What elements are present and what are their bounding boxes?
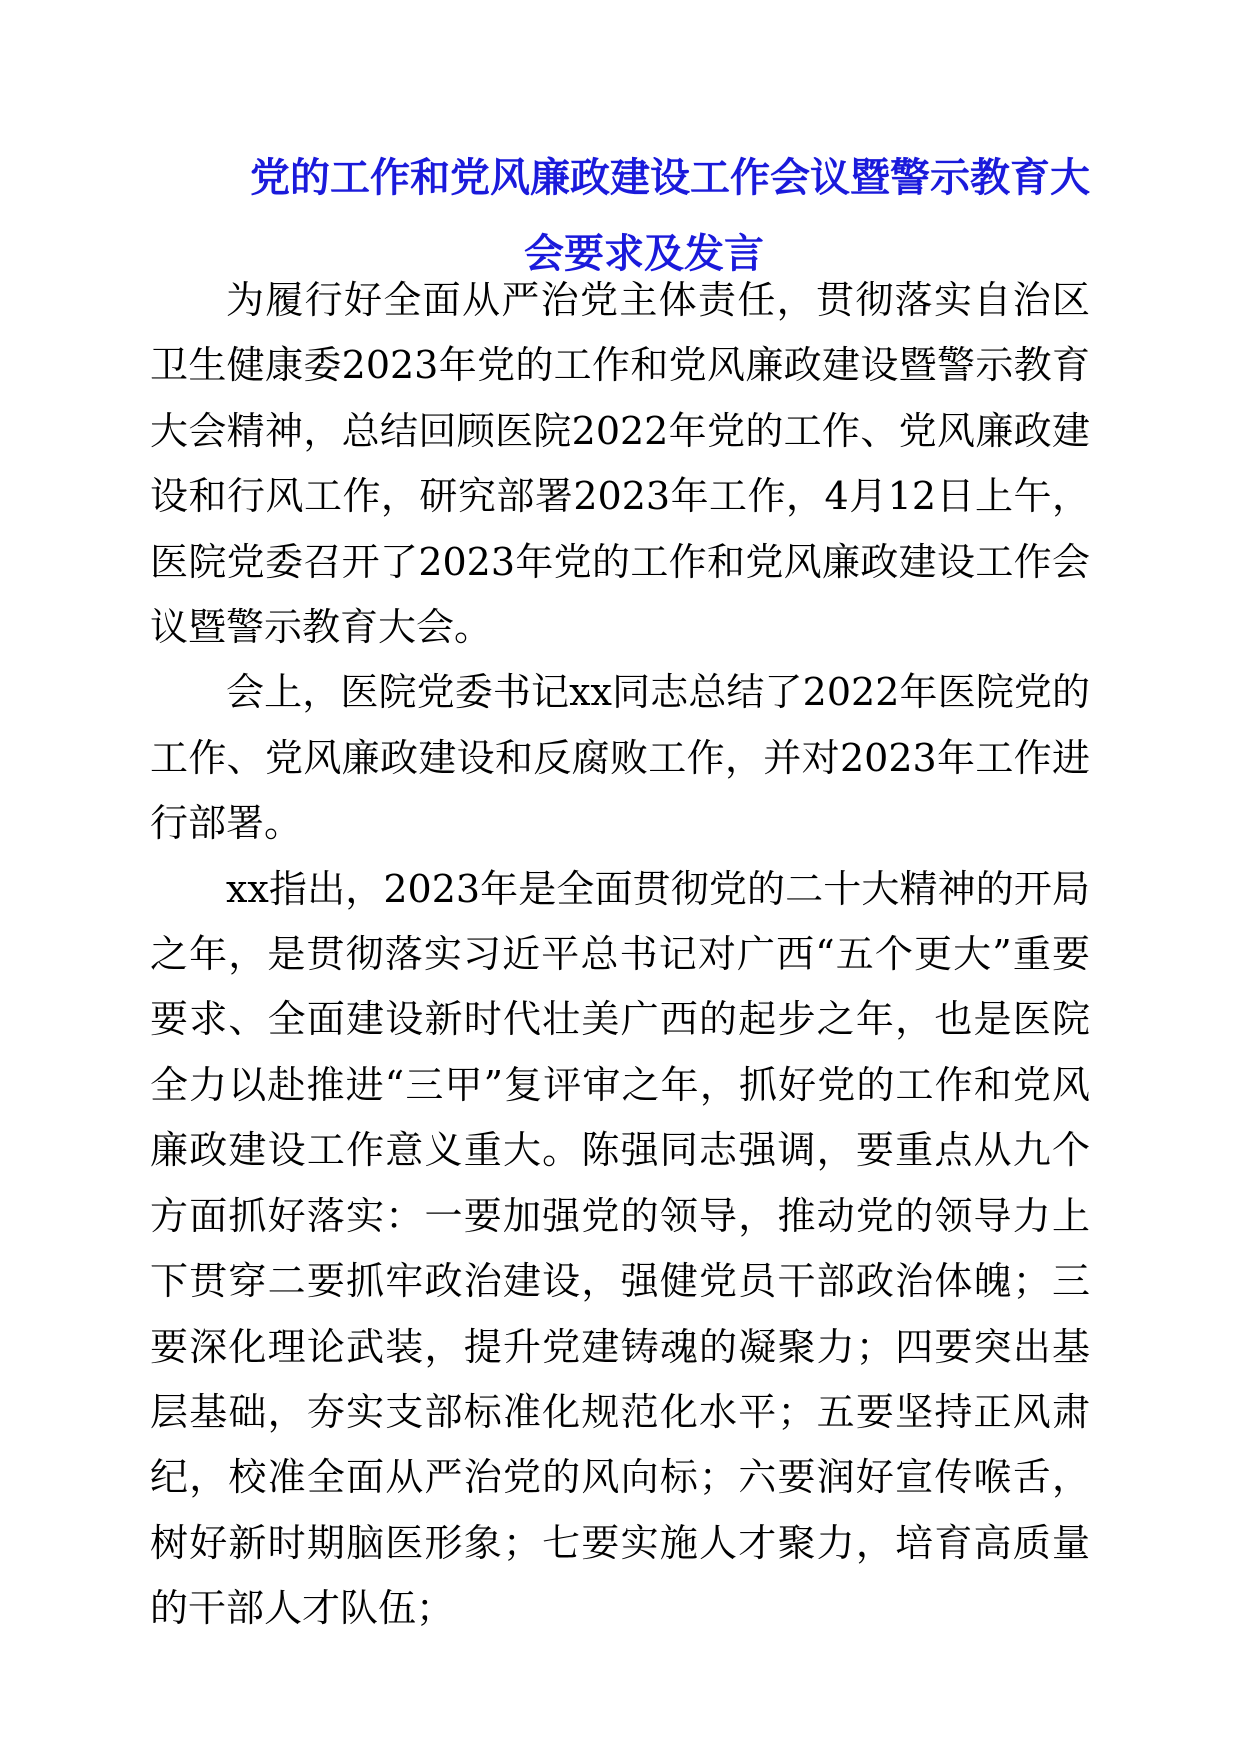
- paragraph: xx指出，2023年是全面贯彻党的二十大精神的开局之年，是贯彻落实习近平总书记对广西“五个更大”重要要求、全面建设新时代壮美广西的起步之年，也是医院全力以赴推进“三甲”复评审之年，抓好党的工作和党风廉政建设工作意义重大。陈强同志强调，要重点从九个方面抓好落实：一要加强党的领导，推动党的领导力上下贯穿二要抓牢政治建设，强健党员干部政治体魄；三要深化理论武装，提升党建铸魂的凝聚力；四要突出基层基础，夯实支部标准化规范化水平；五要坚持正风肃纪，校准全面从严治党的风向标；六要润好宣传喉舌，树好新时期脑医形象；七要实施人才聚力，培育高质量的干部人才队伍；: [150, 866, 1090, 1631]
- document-title-line-1: 党的工作和党风廉政建设工作会议暨警示教育大: [250, 155, 1090, 201]
- document-title-line-2: 会要求及发言: [524, 231, 764, 277]
- document-body: [150, 268, 1090, 1642]
- paragraph: 会上，医院党委书记xx同志总结了2022年医院党的工作、党风廉政建设和反腐败工作，并对2023年工作进行部署。: [150, 670, 1090, 846]
- paragraph: 为履行好全面从严治党主体责任，贯彻落实自治区卫生健康委2023年党的工作和党风廉政建设暨警示教育大会精神，总结回顾医院2022年党的工作、党风廉政建设和行风工作，研究部署2023年工作，4月12日上午，医院党委召开了2023年党的工作和党风廉政建设工作会议暨警示教育大会。: [150, 278, 1090, 650]
